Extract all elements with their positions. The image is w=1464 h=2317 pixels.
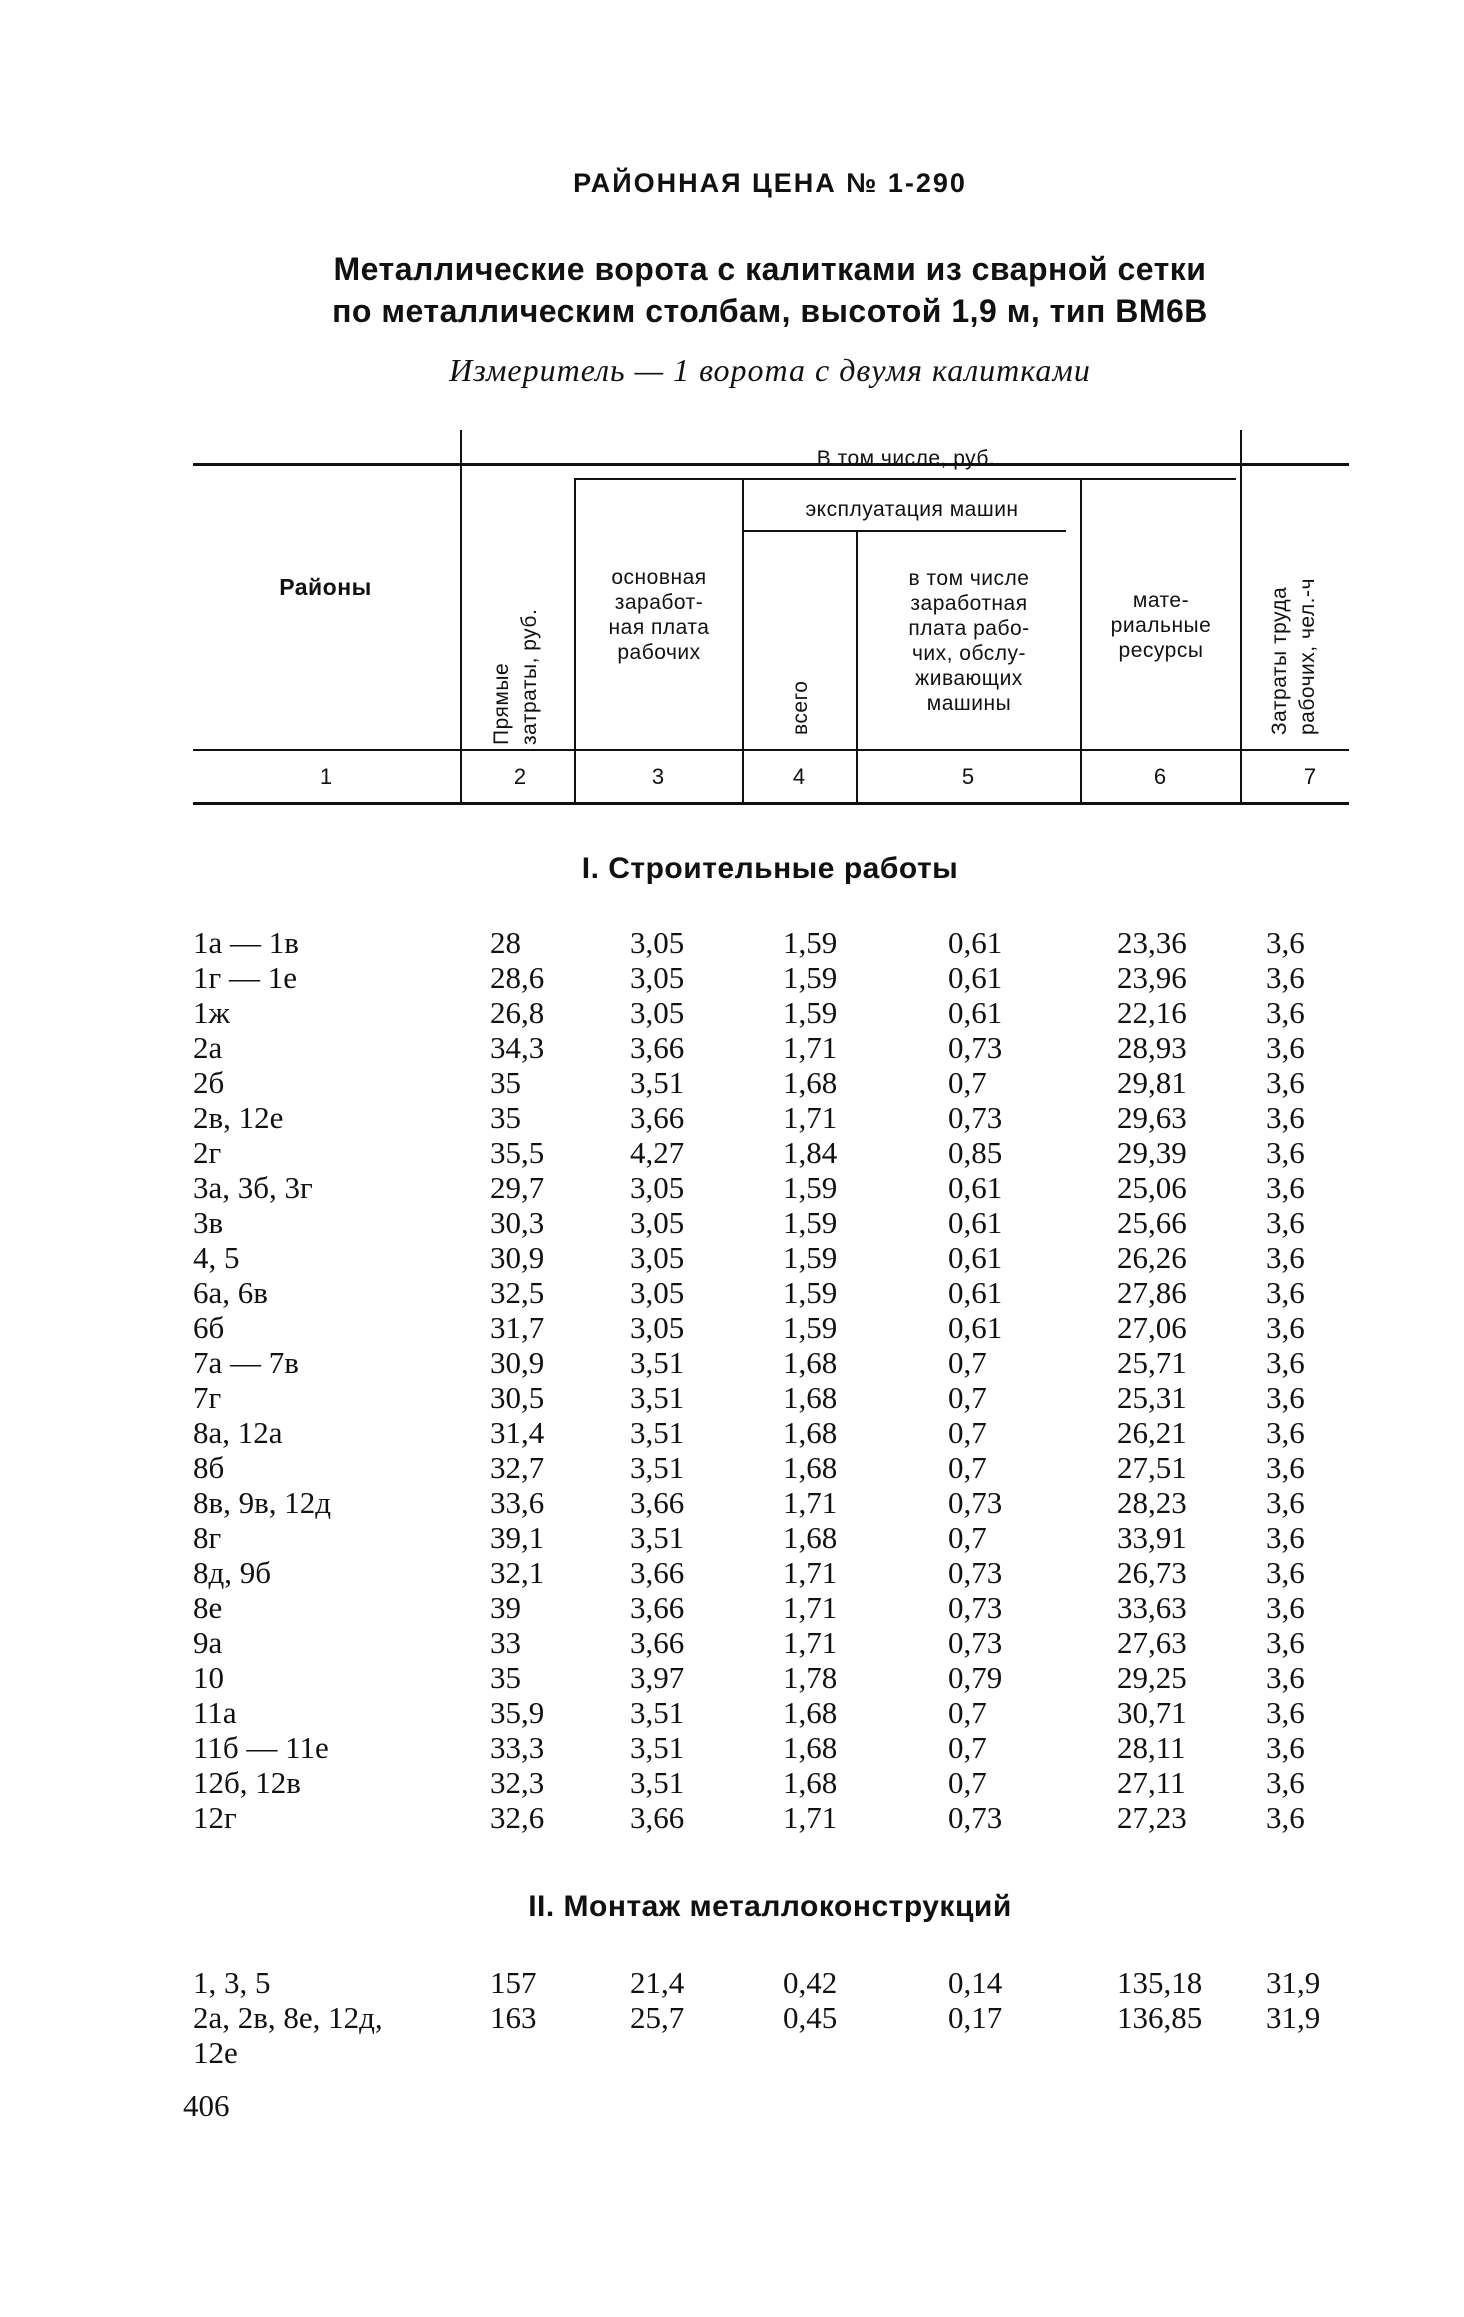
labor-cell: 3,6 (1266, 1100, 1305, 1135)
machine-total-cell: 1,68 (783, 1345, 838, 1380)
labor-cell: 31,9 (1266, 2000, 1321, 2035)
table-row (0, 1450, 1464, 1485)
price-heading: РАЙОННАЯ ЦЕНА № 1-290 (573, 168, 967, 198)
machine-wage-cell: 0,73 (948, 1590, 1003, 1625)
machine-total-cell: 1,68 (783, 1065, 838, 1100)
divider-6 (1240, 430, 1242, 802)
table-row (0, 1520, 1464, 1555)
region-cell: 12б, 12в (193, 1765, 301, 1800)
table-row (0, 1695, 1464, 1730)
direct-costs-cell: 35 (490, 1065, 521, 1100)
machine-wage-cell: 0,73 (948, 1555, 1003, 1590)
labor-cell: 3,6 (1266, 1555, 1305, 1590)
region-cell: 8е (193, 1590, 223, 1625)
labor-cell: 3,6 (1266, 1310, 1305, 1345)
divider-3 (742, 480, 744, 802)
machine-wage-cell: 0,7 (948, 1065, 987, 1100)
header-labor: Затраты труда рабочих, чел.-ч (1268, 578, 1319, 735)
region-cell: 6б (193, 1310, 225, 1345)
machine-total-cell: 0,42 (783, 1965, 838, 2000)
materials-cell: 30,71 (1117, 1695, 1187, 1730)
machine-wage-cell: 0,61 (948, 1240, 1003, 1275)
machine-wage-cell: 0,7 (948, 1730, 987, 1765)
labor-cell: 3,6 (1266, 1765, 1305, 1800)
table-row (0, 1965, 1464, 2000)
col-number-7: 7 (1303, 764, 1317, 789)
measurement-unit: Измеритель — 1 ворота с двумя калитками (449, 352, 1091, 388)
labor-cell: 3,6 (1266, 925, 1305, 960)
divider-1 (460, 430, 462, 802)
machine-total-cell: 1,59 (783, 1170, 838, 1205)
materials-cell: 25,71 (1117, 1345, 1187, 1380)
table-row (0, 1170, 1464, 1205)
materials-cell: 28,23 (1117, 1485, 1187, 1520)
col-number-5: 5 (961, 764, 975, 789)
direct-costs-cell: 35 (490, 1660, 521, 1695)
region-cell: 1ж (193, 995, 230, 1030)
basic-wage-cell: 25,7 (630, 2000, 685, 2035)
labor-cell: 3,6 (1266, 1170, 1305, 1205)
direct-costs-cell: 30,9 (490, 1345, 545, 1380)
basic-wage-cell: 3,51 (630, 1345, 685, 1380)
direct-costs-cell: 28 (490, 925, 521, 960)
materials-cell: 29,63 (1117, 1100, 1187, 1135)
materials-cell: 27,86 (1117, 1275, 1187, 1310)
col-number-3: 3 (651, 764, 665, 789)
direct-costs-cell: 32,7 (490, 1450, 545, 1485)
region-cell: 8в, 9в, 12д (193, 1485, 332, 1520)
labor-cell: 3,6 (1266, 1450, 1305, 1485)
region-cell: 1, 3, 5 (193, 1965, 271, 2000)
machine-wage-cell: 0,85 (948, 1135, 1003, 1170)
table-row (0, 1065, 1464, 1100)
machine-total-cell: 1,71 (783, 1030, 838, 1065)
machine-wage-cell: 0,7 (948, 1345, 987, 1380)
machine-total-cell: 1,84 (783, 1135, 838, 1170)
labor-cell: 3,6 (1266, 1590, 1305, 1625)
table-row (0, 960, 1464, 995)
labor-cell: 3,6 (1266, 1485, 1305, 1520)
labor-cell: 3,6 (1266, 1380, 1305, 1415)
table-row (0, 1415, 1464, 1450)
materials-cell: 26,26 (1117, 1240, 1187, 1275)
machine-wage-cell: 0,61 (948, 1275, 1003, 1310)
direct-costs-cell: 33 (490, 1625, 521, 1660)
machine-total-cell: 1,68 (783, 1415, 838, 1450)
materials-cell: 135,18 (1117, 1965, 1203, 2000)
direct-costs-cell: 30,3 (490, 1205, 545, 1240)
direct-costs-cell: 33,6 (490, 1485, 545, 1520)
title-line-1: Металлические ворота с калитками из сварной сетки (333, 251, 1207, 287)
region-cell: 8д, 9б (193, 1555, 272, 1590)
region-cell: 1г — 1е (193, 960, 297, 995)
header-basic-wage: основная заработ- ная плата рабочих (608, 566, 710, 664)
direct-costs-cell: 157 (490, 1965, 537, 2000)
basic-wage-cell: 3,66 (630, 1625, 685, 1660)
machine-total-cell: 1,68 (783, 1730, 838, 1765)
machine-wage-cell: 0,17 (948, 2000, 1003, 2035)
table-row (0, 1765, 1464, 1800)
machine-total-cell: 1,68 (783, 1450, 838, 1485)
machine-wage-cell: 0,73 (948, 1030, 1003, 1065)
machine-wage-cell: 0,61 (948, 995, 1003, 1030)
table-row (0, 1310, 1464, 1345)
machine-wage-cell: 0,7 (948, 1695, 987, 1730)
labor-cell: 3,6 (1266, 1800, 1305, 1835)
machine-wage-cell: 0,7 (948, 1380, 987, 1415)
basic-wage-cell: 3,51 (630, 1415, 685, 1450)
basic-wage-cell: 3,51 (630, 1065, 685, 1100)
machine-wage-cell: 0,7 (948, 1765, 987, 1800)
labor-cell: 3,6 (1266, 1240, 1305, 1275)
region-cell: 2а, 2в, 8е, 12д, (193, 2000, 383, 2035)
region-cell: 8а, 12а (193, 1415, 283, 1450)
direct-costs-cell: 30,5 (490, 1380, 545, 1415)
header-bottom-rule (193, 749, 1349, 751)
machine-total-cell: 1,71 (783, 1555, 838, 1590)
including-rule (574, 478, 1236, 480)
machine-total-cell: 1,59 (783, 1275, 838, 1310)
direct-costs-cell: 35 (490, 1100, 521, 1135)
table-row (0, 1100, 1464, 1135)
materials-cell: 25,66 (1117, 1205, 1187, 1240)
basic-wage-cell: 3,05 (630, 925, 685, 960)
region-cell: 2в, 12е (193, 1100, 284, 1135)
machine-total-cell: 1,71 (783, 1625, 838, 1660)
labor-cell: 3,6 (1266, 1135, 1305, 1170)
machine-total-cell: 1,59 (783, 1240, 838, 1275)
labor-cell: 3,6 (1266, 1695, 1305, 1730)
table-row (0, 1380, 1464, 1415)
table-row (0, 1555, 1464, 1590)
basic-wage-cell: 3,05 (630, 1205, 685, 1240)
basic-wage-cell: 3,66 (630, 1800, 685, 1835)
materials-cell: 23,96 (1117, 960, 1187, 995)
basic-wage-cell: 3,97 (630, 1660, 685, 1695)
direct-costs-cell: 35,5 (490, 1135, 545, 1170)
machine-wage-cell: 0,61 (948, 1205, 1003, 1240)
basic-wage-cell: 3,66 (630, 1030, 685, 1065)
labor-cell: 3,6 (1266, 960, 1305, 995)
basic-wage-cell: 3,66 (630, 1555, 685, 1590)
materials-cell: 27,63 (1117, 1625, 1187, 1660)
machine-wage-cell: 0,73 (948, 1800, 1003, 1835)
materials-cell: 29,81 (1117, 1065, 1187, 1100)
table-row (0, 1590, 1464, 1625)
basic-wage-cell: 3,66 (630, 1590, 685, 1625)
region-cell: 6а, 6в (193, 1275, 268, 1310)
table-row (0, 1730, 1464, 1765)
region-cell: 7г (193, 1380, 222, 1415)
basic-wage-cell: 3,51 (630, 1450, 685, 1485)
materials-cell: 29,39 (1117, 1135, 1187, 1170)
machine-wage-cell: 0,61 (948, 960, 1003, 995)
region-cell: 11б — 11е (193, 1730, 329, 1765)
region-cell: 11а (193, 1695, 237, 1730)
machine-total-cell: 0,45 (783, 2000, 838, 2035)
machine-wage-cell: 0,7 (948, 1520, 987, 1555)
header-materials: мате- риальные ресурсы (1110, 589, 1212, 662)
materials-cell: 27,23 (1117, 1800, 1187, 1835)
basic-wage-cell: 3,51 (630, 1380, 685, 1415)
labor-cell: 3,6 (1266, 1625, 1305, 1660)
machine-total-cell: 1,78 (783, 1660, 838, 1695)
region-cell: 8б (193, 1450, 225, 1485)
basic-wage-cell: 3,51 (630, 1520, 685, 1555)
materials-cell: 29,25 (1117, 1660, 1187, 1695)
document-title (190, 248, 1350, 332)
direct-costs-cell: 26,8 (490, 995, 545, 1030)
direct-costs-cell: 31,7 (490, 1310, 545, 1345)
machine-wage-cell: 0,61 (948, 925, 1003, 960)
basic-wage-cell: 3,05 (630, 1310, 685, 1345)
table-row (0, 925, 1464, 960)
basic-wage-cell: 3,05 (630, 960, 685, 995)
region-cell: 10 (193, 1660, 224, 1695)
materials-cell: 27,11 (1117, 1765, 1186, 1800)
region-cell: 8г (193, 1520, 222, 1555)
labor-cell: 3,6 (1266, 1520, 1305, 1555)
materials-cell: 28,93 (1117, 1030, 1187, 1065)
direct-costs-cell: 39 (490, 1590, 521, 1625)
section-title-construction: I. Строительные работы (581, 852, 959, 885)
machine-wage-cell: 0,79 (948, 1660, 1003, 1695)
basic-wage-cell: 3,66 (630, 1100, 685, 1135)
basic-wage-cell: 4,27 (630, 1135, 685, 1170)
table-row (0, 1660, 1464, 1695)
header-including-wage: в том числе заработная плата рабо- чих, обслу- живающих машины (908, 567, 1030, 715)
basic-wage-cell: 21,4 (630, 1965, 685, 2000)
labor-cell: 3,6 (1266, 1205, 1305, 1240)
labor-cell: 3,6 (1266, 1730, 1305, 1765)
table-row (0, 1625, 1464, 1660)
machine-total-cell: 1,71 (783, 1590, 838, 1625)
table-row (0, 2035, 1464, 2070)
labor-cell: 3,6 (1266, 995, 1305, 1030)
table-row (0, 1275, 1464, 1310)
machine-wage-cell: 0,14 (948, 1965, 1003, 2000)
table-row (0, 1485, 1464, 1520)
machine-wage-cell: 0,61 (948, 1310, 1003, 1345)
machine-total-cell: 1,59 (783, 960, 838, 995)
basic-wage-cell: 3,05 (630, 1240, 685, 1275)
region-cell: 4, 5 (193, 1240, 240, 1275)
labor-cell: 3,6 (1266, 1030, 1305, 1065)
direct-costs-cell: 32,1 (490, 1555, 545, 1590)
table-row (0, 1030, 1464, 1065)
header-machine-operation: эксплуатация машин (805, 498, 1019, 521)
materials-cell: 33,91 (1117, 1520, 1187, 1555)
materials-cell: 22,16 (1117, 995, 1187, 1030)
labor-cell: 3,6 (1266, 1660, 1305, 1695)
header-regions: Районы (279, 574, 372, 600)
labor-cell: 3,6 (1266, 1345, 1305, 1380)
machines-rule (742, 530, 1066, 532)
materials-cell: 25,31 (1117, 1380, 1187, 1415)
basic-wage-cell: 3,51 (630, 1730, 685, 1765)
header-direct-costs: Прямые затраты, руб. (490, 608, 541, 745)
machine-wage-cell: 0,61 (948, 1170, 1003, 1205)
labor-cell: 3,6 (1266, 1065, 1305, 1100)
section-title-assembly: II. Монтаж металлоконструкций (528, 1890, 1012, 1923)
direct-costs-cell: 163 (490, 2000, 537, 2035)
region-cell: 12е (193, 2035, 238, 2070)
table-row (0, 1345, 1464, 1380)
region-cell: 2г (193, 1135, 222, 1170)
col-number-1: 1 (319, 764, 333, 789)
machine-total-cell: 1,71 (783, 1800, 838, 1835)
machine-total-cell: 1,71 (783, 1100, 838, 1135)
region-cell: 12г (193, 1800, 237, 1835)
title-line-2: по металлическим столбам, высотой 1,9 м, тип ВМ6В (332, 293, 1208, 329)
basic-wage-cell: 3,51 (630, 1695, 685, 1730)
materials-cell: 28,11 (1117, 1730, 1186, 1765)
table-row (0, 1800, 1464, 1835)
machine-total-cell: 1,59 (783, 925, 838, 960)
direct-costs-cell: 39,1 (490, 1520, 545, 1555)
machine-total-cell: 1,71 (783, 1485, 838, 1520)
col-number-6: 6 (1153, 764, 1167, 789)
materials-cell: 26,21 (1117, 1415, 1187, 1450)
machine-total-cell: 1,68 (783, 1695, 838, 1730)
region-cell: 9а (193, 1625, 223, 1660)
table-row (0, 1205, 1464, 1240)
machine-wage-cell: 0,7 (948, 1415, 987, 1450)
table-row (0, 2000, 1464, 2035)
basic-wage-cell: 3,05 (630, 995, 685, 1030)
machine-wage-cell: 0,73 (948, 1100, 1003, 1135)
region-cell: 3в (193, 1205, 224, 1240)
machine-total-cell: 1,59 (783, 1310, 838, 1345)
materials-cell: 27,06 (1117, 1310, 1187, 1345)
table-row (0, 1240, 1464, 1275)
labor-cell: 31,9 (1266, 1965, 1321, 2000)
direct-costs-cell: 29,7 (490, 1170, 545, 1205)
materials-cell: 136,85 (1117, 2000, 1203, 2035)
col-number-4: 4 (792, 764, 806, 789)
region-cell: 1а — 1в (193, 925, 299, 960)
machine-total-cell: 1,68 (783, 1380, 838, 1415)
machine-total-cell: 1,68 (783, 1765, 838, 1800)
basic-wage-cell: 3,05 (630, 1275, 685, 1310)
header-including: В том числе, руб. (816, 447, 996, 470)
direct-costs-cell: 33,3 (490, 1730, 545, 1765)
direct-costs-cell: 32,5 (490, 1275, 545, 1310)
direct-costs-cell: 35,9 (490, 1695, 545, 1730)
colnum-bottom-rule (193, 802, 1349, 805)
machine-wage-cell: 0,73 (948, 1485, 1003, 1520)
page-number: 406 (183, 2088, 230, 2123)
basic-wage-cell: 3,66 (630, 1485, 685, 1520)
labor-cell: 3,6 (1266, 1275, 1305, 1310)
materials-cell: 23,36 (1117, 925, 1187, 960)
materials-cell: 26,73 (1117, 1555, 1187, 1590)
region-cell: 3а, 3б, 3г (193, 1170, 313, 1205)
basic-wage-cell: 3,05 (630, 1170, 685, 1205)
direct-costs-cell: 28,6 (490, 960, 545, 995)
table-row (0, 1135, 1464, 1170)
col-number-2: 2 (513, 764, 527, 789)
direct-costs-cell: 31,4 (490, 1415, 545, 1450)
machine-wage-cell: 0,73 (948, 1625, 1003, 1660)
direct-costs-cell: 30,9 (490, 1240, 545, 1275)
machine-total-cell: 1,59 (783, 995, 838, 1030)
machine-total-cell: 1,59 (783, 1205, 838, 1240)
materials-cell: 27,51 (1117, 1450, 1187, 1485)
direct-costs-cell: 32,3 (490, 1765, 545, 1800)
region-cell: 2а (193, 1030, 223, 1065)
direct-costs-cell: 32,6 (490, 1800, 545, 1835)
materials-cell: 33,63 (1117, 1590, 1187, 1625)
header-total: всего (789, 680, 812, 735)
labor-cell: 3,6 (1266, 1415, 1305, 1450)
region-cell: 2б (193, 1065, 225, 1100)
machine-wage-cell: 0,7 (948, 1450, 987, 1485)
direct-costs-cell: 34,3 (490, 1030, 545, 1065)
table-row (0, 995, 1464, 1030)
basic-wage-cell: 3,51 (630, 1765, 685, 1800)
region-cell: 7а — 7в (193, 1345, 299, 1380)
machine-total-cell: 1,68 (783, 1520, 838, 1555)
materials-cell: 25,06 (1117, 1170, 1187, 1205)
